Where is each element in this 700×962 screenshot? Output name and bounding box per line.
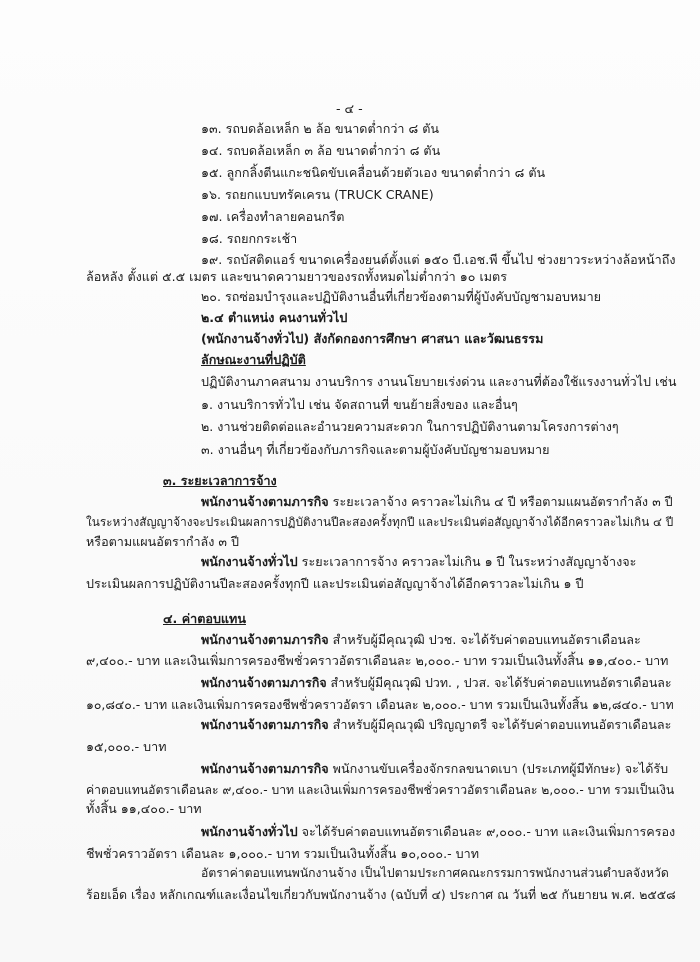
vehicle-item-continued: ล้อหลัง ตั้งแต่ ๕.๕ เมตร และขนาดความยาวของรถทั้งหมดไม่ต่ำกว่า ๑๐ เมตร <box>86 269 507 284</box>
pay-b-line1 <box>201 674 672 691</box>
section-3-heading: ๓. ระยะเวลาการจ้าง <box>163 473 277 488</box>
label-general-staff: พนักงานจ้างทั่วไป <box>201 554 298 569</box>
pay-d-line2: ค่าตอบแทนอัตราเดือนละ ๙,๔๐๐.- บาท และเงินเพิ่มการครองชีพชั่วคราวอัตราเดือนละ ๒,๐๐๐.- บาท รวมเป็นเงิน <box>86 783 675 797</box>
para-text: สำหรับผู้มีคุณวุฒิ ปวท. , ปวส. จะได้รับค่าตอบแทนอัตราเดือนละ <box>326 675 672 690</box>
label-general-staff: พนักงานจ้างทั่วไป <box>201 824 298 839</box>
duty-item: ๓. งานอื่นๆ ที่เกี่ยวข้องกับภารกิจและตามผู้บังคับบัญชามอบหมาย <box>201 442 550 457</box>
label-mission-staff: พนักงานจ้างตามภารกิจ <box>201 717 329 732</box>
vehicle-item: ๑๖. รถยกแบบทรัคเครน (TRUCK CRANE) <box>201 187 434 202</box>
section-4-heading: ๔. ค่าตอบแทน <box>163 611 246 626</box>
pay-a-line2: ๙,๔๐๐.- บาท และเงินเพิ่มการครองชีพชั่วคราวอัตราเดือนละ ๒,๐๐๐.- บาท รวมเป็นเงินทั้งสิ้น ๑๑,๔๐๐.- บาท <box>86 653 669 668</box>
vehicle-item: ๑๘. รถยกกระเช้า <box>201 231 298 246</box>
para-text: พนักงานขับเครื่องจักรกลขนาดเบา (ประเภทผู้มีทักษะ) จะได้รับ <box>328 761 669 776</box>
duty-intro: ปฏิบัติงานภาคสนาม งานบริการ งานนโยบายเร่งด่วน และงานที่ต้องใช้แรงงานทั่วไป เช่น <box>201 374 677 389</box>
label-mission-staff: พนักงานจ้างตามภารกิจ <box>201 494 329 509</box>
pay-c-line2: ๑๕,๐๐๐.- บาท <box>86 739 167 754</box>
section-3-para2-line1 <box>201 553 636 570</box>
pay-a-line1 <box>201 631 641 648</box>
para-text: สำหรับผู้มีคุณวุฒิ ปวช. จะได้รับค่าตอบแทนอัตราเดือนละ <box>328 632 641 647</box>
vehicle-item: ๑๕. ลูกกลิ้งตีนแกะชนิดขับเคลื่อนด้วยตัวเอง ขนาดต่ำกว่า ๘ ตัน <box>201 165 546 180</box>
position-title: ๒.๔ ตำแหน่ง คนงานทั่วไป <box>201 310 348 325</box>
pay-f-line2: ร้อยเอ็ด เรื่อง หลักเกณฑ์และเงื่อนไขเกี่ยวกับพนักงานจ้าง (ฉบับที่ ๔) ประกาศ ณ วันที่ ๒๕ กันยายน พ.ศ. ๒๕๕๘ <box>86 887 676 902</box>
vehicle-item: ๒๐. รถซ่อมบำรุงและปฏิบัติงานอื่นที่เกี่ยวข้องตามที่ผู้บังคับบัญชามอบหมาย <box>201 289 602 304</box>
vehicle-item: ๑๗. เครื่องทำลายคอนกรีต <box>201 209 345 224</box>
pay-e-line1 <box>201 823 675 840</box>
page-number: - ๔ - <box>336 101 363 116</box>
para-text: สำหรับผู้มีคุณวุฒิ ปริญญาตรี จะได้รับค่าตอบแทนอัตราเดือนละ <box>328 717 672 732</box>
pay-d-line3: ทั้งสิ้น ๑๑,๔๐๐.- บาท <box>86 801 202 816</box>
pay-b-line2: ๑๐,๘๔๐.- บาท และเงินเพิ่มการครองชีพชั่วคราวอัตรา เดือนละ ๒,๐๐๐.- บาท รวมเป็นเงินทั้งสิ้น ๑๒,๘๔๐.- บาท <box>86 697 674 712</box>
duty-heading: ลักษณะงานที่ปฏิบัติ <box>201 352 306 367</box>
vehicle-item: ๑๔. รถบดล้อเหล็ก ๓ ล้อ ขนาดต่ำกว่า ๘ ตัน <box>201 143 441 158</box>
pay-c-line1 <box>201 716 671 733</box>
label-mission-staff: พนักงานจ้างตามภารกิจ <box>201 632 329 647</box>
para-text: จะได้รับค่าตอบแทนอัตราเดือนละ ๙,๐๐๐.- บาท และเงินเพิ่มการครอง <box>297 824 676 839</box>
section-3-para1-line3: หรือตามแผนอัตรากำลัง ๓ ปี <box>86 534 240 549</box>
section-3-para2-line2: ประเมินผลการปฏิบัติงานปีละสองครั้งทุกปี และประเมินต่อสัญญาจ้างได้อีกคราวละไม่เกิน ๑ ปี <box>86 576 584 591</box>
position-subtitle: (พนักงานจ้างทั่วไป) สังกัดกองการศึกษา ศาสนา และวัฒนธรรม <box>201 331 544 346</box>
pay-e-line2: ชีพชั่วคราวอัตรา เดือนละ ๑,๐๐๐.- บาท รวมเป็นเงินทั้งสิ้น ๑๐,๐๐๐.- บาท <box>86 846 480 861</box>
pay-d-line1 <box>201 760 668 777</box>
vehicle-item: ๑๓. รถบดล้อเหล็ก ๒ ล้อ ขนาดต่ำกว่า ๘ ตัน <box>201 121 439 136</box>
vehicle-item: ๑๙. รถบัสติดแอร์ ขนาดเครื่องยนต์ตั้งแต่ ๑๕๐ บี.เอช.พี ขึ้นไป ช่วงยาวระหว่างล้อหน้าถึง <box>201 252 676 267</box>
label-mission-staff: พนักงานจ้างตามภารกิจ <box>201 761 329 776</box>
duty-item: ๒. งานช่วยติดต่อและอำนวยความสะดวก ในการปฏิบัติงานตามโครงการต่างๆ <box>201 419 619 434</box>
label-mission-staff: พนักงานจ้างตามภารกิจ <box>201 675 327 690</box>
section-3-para1-line2: ในระหว่างสัญญาจ้างจะประเมินผลการปฏิบัติงานปีละสองครั้งทุกปี และประเมินต่อสัญญาจ้างได้อีกคราวละไม่เกิน ๔ ปี <box>86 515 674 529</box>
duty-item: ๑. งานบริการทั่วไป เช่น จัดสถานที่ ขนย้ายสิ่งของ และอื่นๆ <box>201 397 518 412</box>
para-text: ระยะเวลาจ้าง คราวละไม่เกิน ๔ ปี หรือตามแผนอัตรากำลัง ๓ ปี <box>328 494 673 509</box>
para-text: ระยะเวลาการจ้าง คราวละไม่เกิน ๑ ปี ในระหว่างสัญญาจ้างจะ <box>297 554 637 569</box>
section-3-para1-line1 <box>201 493 673 510</box>
pay-f-line1: อัตราค่าตอบแทนพนักงานจ้าง เป็นไปตามประกาศคณะกรรมการพนักงานส่วนตำบลจังหวัด <box>201 866 669 880</box>
